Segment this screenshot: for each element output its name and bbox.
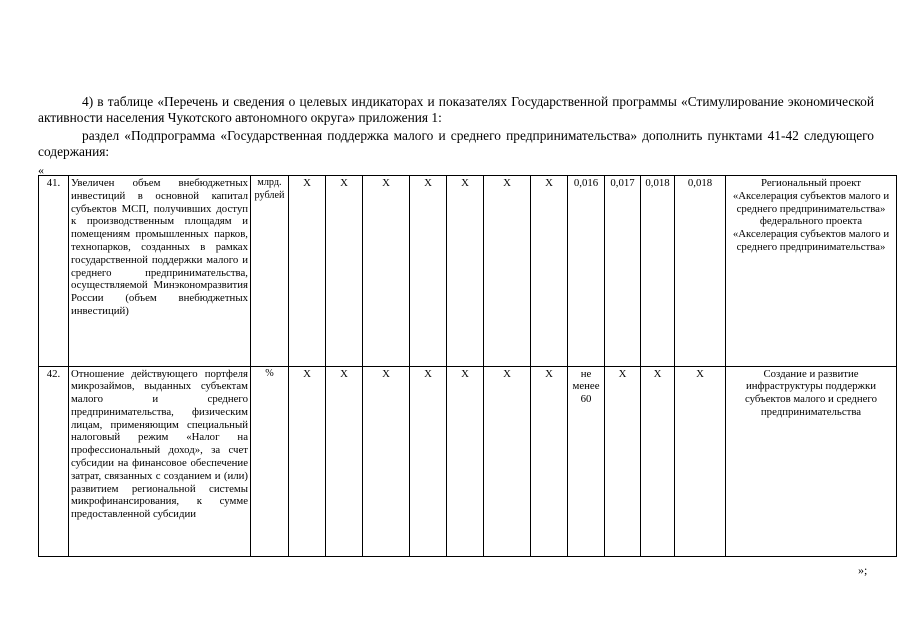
value-cell: X [363, 176, 410, 367]
opening-quote: « [38, 163, 44, 177]
value-cell: 0,018 [675, 176, 726, 367]
value-cell: X [289, 176, 326, 367]
value-cell: X [363, 366, 410, 557]
paragraph-section-addition [38, 128, 874, 159]
value-cell: X [531, 366, 568, 557]
value-cell: X [447, 366, 484, 557]
source-cell: Региональный проект «Акселерация субъектов малого и среднего предпринимательства» федерального проекта «Акселерация субъектов малого и среднего предпринимательства» [726, 176, 897, 367]
table-row [39, 176, 897, 367]
value-cell: X [675, 366, 726, 557]
value-cell: X [605, 366, 641, 557]
value-cell: X [641, 366, 675, 557]
source-cell: Создание и развитие инфраструктуры поддержки субъектов малого и среднего предпринимательства [726, 366, 897, 557]
unit-cell: % [251, 366, 289, 557]
value-cell: 0,016 [568, 176, 605, 367]
closing-quote: »; [858, 563, 868, 577]
value-cell: X [289, 366, 326, 557]
value-cell: X [484, 366, 531, 557]
indicators-table [38, 175, 897, 557]
value-cell: X [326, 366, 363, 557]
indicator-name: Увеличен объем внебюджетных инвестиций в основной капитал субъектов МСП, получивших доступ к производственным площадям и помещениям промышленных парков, технопарков, созданных в рамках государственной поддержки малого и среднего предпринимательства, осуществляемой Минэкономразвития России (объем внебюджетных инвестиций) [69, 176, 251, 367]
paragraph-text: 4) в таблице «Перечень и сведения о целевых индикаторах и показателях Государственной программы «Стимулирование экономической активности населения Чукотского автономного округа» приложения 1: [38, 94, 874, 125]
row-number: 42. [39, 366, 69, 557]
table-row [39, 366, 897, 557]
unit-cell: млрд. рублей [251, 176, 289, 367]
value-cell: X [447, 176, 484, 367]
value-cell: X [410, 176, 447, 367]
value-cell: X [484, 176, 531, 367]
row-number: 41. [39, 176, 69, 367]
value-cell: X [531, 176, 568, 367]
value-cell: X [326, 176, 363, 367]
value-cell: X [410, 366, 447, 557]
value-cell: 0,017 [605, 176, 641, 367]
paragraph-text: раздел «Подпрограмма «Государственная поддержка малого и среднего предпринимательства» дополнить пунктами 41-42 следующего содержания: [38, 128, 874, 159]
paragraph-table-reference [38, 94, 874, 125]
value-cell: не менее 60 [568, 366, 605, 557]
value-cell: 0,018 [641, 176, 675, 367]
indicator-name: Отношение действующего портфеля микрозаймов, выданных субъектам малого и среднего предпринимательства, физическим лицам, применяющим специальный налоговый режим «Налог на профессиональный доход», за счет субсидии на финансовое обеспечение затрат, связанных с созданием и (или) развитием региональной системы микрофинансирования, к сумме предоставленной субсидии [69, 366, 251, 557]
